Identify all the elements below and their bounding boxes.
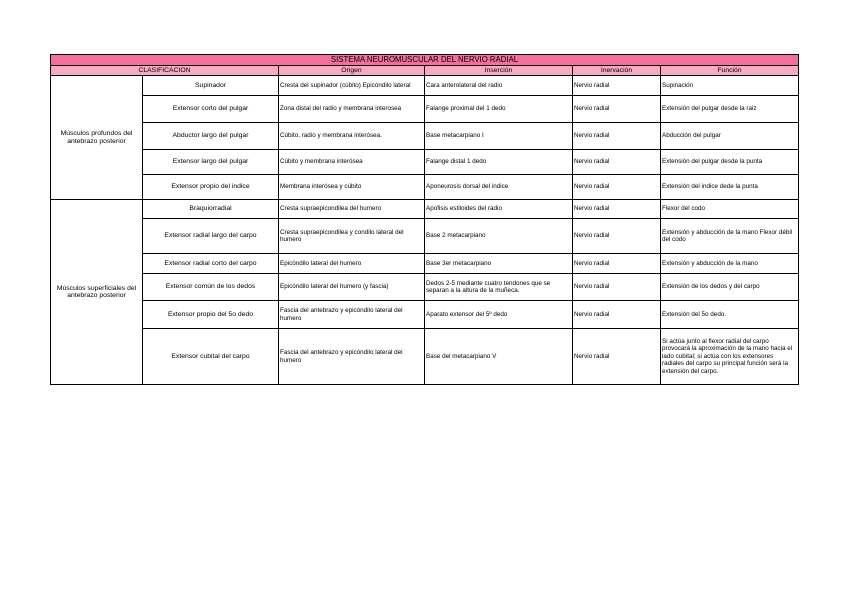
cell-funcion: Extensión de los dedos y del carpo <box>661 274 799 301</box>
cell-origen: Cúbito y membrana interósea <box>279 150 425 175</box>
cell-inervacion: Nervio radial <box>573 96 661 123</box>
cell-insercion: Base del metacarpiano V <box>425 329 573 385</box>
muscle-name: Extensor corto del pulgar <box>143 96 279 123</box>
cell-insercion: Base 3er metacarpiano <box>425 254 573 274</box>
table-row <box>51 150 799 175</box>
cell-origen: Epicóndilo lateral del humero (y fascia) <box>279 274 425 301</box>
cell-origen: Cúbito, radio y membrana interósea. <box>279 123 425 150</box>
cell-origen: Zona distal del radio y membrana interosea <box>279 96 425 123</box>
cell-funcion: Extensión y abducción de la mano <box>661 254 799 274</box>
muscle-name: Extensor radial largo del carpo <box>143 219 279 254</box>
cell-insercion: Falange distal 1 dedo <box>425 150 573 175</box>
cell-insercion: Base 2 metacarpiano <box>425 219 573 254</box>
group-label: Músculos superficiales del antebrazo posterior <box>51 200 143 385</box>
cell-origen: Cresta del supinador (cúbito) Epicóndilo lateral <box>279 76 425 96</box>
cell-origen: Epicóndilo lateral del humero <box>279 254 425 274</box>
cell-origen: Fascia del antebrazo y epicóndilo lateral del humero <box>279 329 425 385</box>
muscle-name: Extensor cubital del carpo <box>143 329 279 385</box>
header-funcion: Función <box>661 66 799 76</box>
cell-inervacion: Nervio radial <box>573 274 661 301</box>
cell-funcion: Supinación <box>661 76 799 96</box>
cell-inervacion: Nervio radial <box>573 175 661 200</box>
group-label: Músculos profundos del antebrazo posterior <box>51 76 143 200</box>
cell-inervacion: Nervio radial <box>573 76 661 96</box>
header-inervacion: Inervación <box>573 66 661 76</box>
cell-insercion: Base metacarpiano I <box>425 123 573 150</box>
cell-funcion: Extensión del 5o dedo. <box>661 301 799 329</box>
spreadsheet-page <box>50 54 798 385</box>
title-row <box>51 55 799 66</box>
table-row <box>51 200 799 219</box>
cell-origen: Fascia del antebrazo y epicóndilo lateral del humero <box>279 301 425 329</box>
table-row <box>51 76 799 96</box>
cell-funcion: Extensión del pulgar desde la punta <box>661 150 799 175</box>
muscle-name: Extensor común de los dedos <box>143 274 279 301</box>
cell-funcion: Si actúa junto al flexor radial del carpo provocará la aproximación de la mano hacia el lado cubital; si actúa con los extensores radiales del carpo su principal función será la extensión del carpo. <box>661 329 799 385</box>
cell-insercion: Cara anterolateral del radio <box>425 76 573 96</box>
table-row <box>51 175 799 200</box>
cell-funcion: Flexor del codo <box>661 200 799 219</box>
cell-inervacion: Nervio radial <box>573 254 661 274</box>
table-row <box>51 274 799 301</box>
table-row <box>51 329 799 385</box>
header-insercion: Inserción <box>425 66 573 76</box>
header-row <box>51 66 799 76</box>
muscle-name: Extensor propio del indice <box>143 175 279 200</box>
cell-insercion: Aponeurosis dorsal del indice <box>425 175 573 200</box>
cell-inervacion: Nervio radial <box>573 123 661 150</box>
muscle-name: Braquiorradial <box>143 200 279 219</box>
cell-inervacion: Nervio radial <box>573 150 661 175</box>
muscle-name: Abductor largo del pulgar <box>143 123 279 150</box>
cell-inervacion: Nervio radial <box>573 200 661 219</box>
cell-inervacion: Nervio radial <box>573 329 661 385</box>
muscle-name: Extensor propio del 5o dedo <box>143 301 279 329</box>
table-row <box>51 96 799 123</box>
table-row <box>51 219 799 254</box>
muscle-name: Supinador <box>143 76 279 96</box>
cell-origen: Membrana interósea y cúbito <box>279 175 425 200</box>
muscle-name: Extensor radial corto del carpo <box>143 254 279 274</box>
table-row <box>51 123 799 150</box>
cell-insercion: Apofisis estiloides del radio <box>425 200 573 219</box>
table-title: SISTEMA NEUROMUSCULAR DEL NERVIO RADIAL <box>51 55 799 66</box>
cell-insercion: Aparato extensor del 5º dedo <box>425 301 573 329</box>
table-row <box>51 301 799 329</box>
table-row <box>51 254 799 274</box>
cell-insercion: Falange proximal del 1 dedo <box>425 96 573 123</box>
radial-nerve-table <box>50 54 799 385</box>
muscle-name: Extensor largo del pulgar <box>143 150 279 175</box>
cell-funcion: Abducción del pulgar <box>661 123 799 150</box>
cell-funcion: Extensión del indice dede la punta <box>661 175 799 200</box>
cell-inervacion: Nervio radial <box>573 301 661 329</box>
header-clasificacion: CLASIFICACION <box>51 66 279 76</box>
cell-insercion: Dedos 2-5 mediante cuatro tendones que se separan a la altura de la muñeca. <box>425 274 573 301</box>
cell-funcion: Extensión y abducción de la mano Flexor débil del codo <box>661 219 799 254</box>
header-origen: Origen <box>279 66 425 76</box>
cell-origen: Cresta supraepicondilea del humero <box>279 200 425 219</box>
cell-funcion: Extensión del pulgar desde la raiz <box>661 96 799 123</box>
cell-origen: Cresta supraepicondilea y condilo lateral del humero <box>279 219 425 254</box>
cell-inervacion: Nervio radial <box>573 219 661 254</box>
